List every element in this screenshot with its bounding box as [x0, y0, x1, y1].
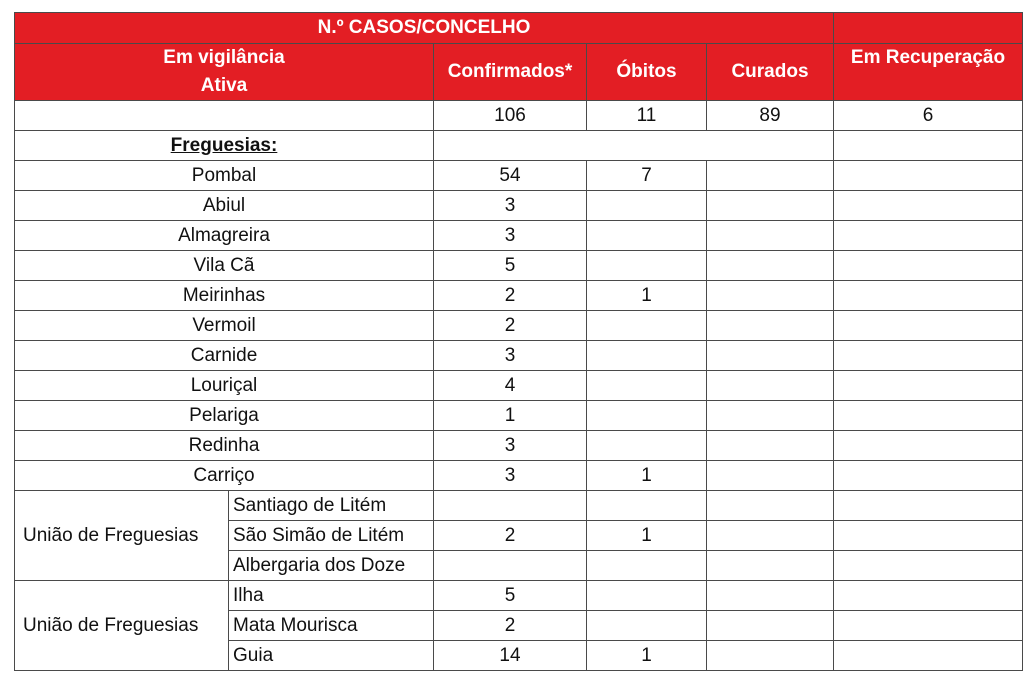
table-row [15, 461, 1023, 491]
header-vigilancia-line2: Ativa [15, 72, 434, 101]
header-empty-cell [834, 13, 1023, 44]
uniao2-obitos [587, 611, 707, 641]
freguesia-name: Vermoil [15, 311, 434, 341]
freguesia-curados [707, 461, 834, 491]
freguesia-recuperacao [834, 401, 1023, 431]
table-row [15, 281, 1023, 311]
header-obitos: Óbitos [587, 44, 707, 101]
table-row [15, 221, 1023, 251]
freguesia-name: Meirinhas [15, 281, 434, 311]
freguesia-obitos [587, 341, 707, 371]
header-curados: Curados [707, 44, 834, 101]
uniao1-part: Albergaria dos Doze [229, 551, 434, 581]
header-recuperacao-blank [834, 72, 1023, 101]
table-row [15, 161, 1023, 191]
freguesia-curados [707, 311, 834, 341]
freguesia-confirmados: 3 [434, 341, 587, 371]
uniao2-obitos [587, 581, 707, 611]
freguesia-obitos [587, 221, 707, 251]
uniao1-part: Santiago de Litém [229, 491, 434, 521]
uniao2-confirmados: 5 [434, 581, 587, 611]
freguesia-name: Louriçal [15, 371, 434, 401]
total-obitos: 11 [587, 101, 707, 131]
freguesia-rows [15, 161, 1023, 491]
table-row [15, 341, 1023, 371]
freguesias-heading-row [15, 131, 1023, 161]
header-confirmados: Confirmados* [434, 44, 587, 101]
uniao2-confirmados: 14 [434, 641, 587, 671]
table-row [15, 251, 1023, 281]
freguesia-recuperacao [834, 191, 1023, 221]
freguesia-confirmados: 3 [434, 221, 587, 251]
freguesia-confirmados: 3 [434, 461, 587, 491]
freguesia-curados [707, 191, 834, 221]
uniao2-label: União de Freguesias [15, 581, 229, 671]
freguesia-recuperacao [834, 341, 1023, 371]
uniao2-confirmados: 2 [434, 611, 587, 641]
freguesia-name: Carriço [15, 461, 434, 491]
freguesia-recuperacao [834, 311, 1023, 341]
totals-label-cell [15, 101, 434, 131]
freguesia-name: Carnide [15, 341, 434, 371]
header-columns-row [15, 44, 1023, 73]
freguesias-heading: Freguesias: [170, 135, 278, 156]
freguesia-recuperacao [834, 161, 1023, 191]
total-recuperacao: 6 [834, 101, 1023, 131]
freguesia-recuperacao [834, 281, 1023, 311]
table-row [15, 191, 1023, 221]
freguesia-confirmados: 4 [434, 371, 587, 401]
totals-row [15, 101, 1023, 131]
table-row [15, 311, 1023, 341]
freguesia-obitos [587, 191, 707, 221]
freguesia-obitos: 7 [587, 161, 707, 191]
header-vigilancia-line1: Em vigilância [15, 44, 434, 73]
freguesia-curados [707, 431, 834, 461]
uniao2-part: Mata Mourisca [229, 611, 434, 641]
freguesia-confirmados: 3 [434, 431, 587, 461]
freguesia-name: Almagreira [15, 221, 434, 251]
table-row [15, 581, 1023, 611]
freguesia-name: Abiul [15, 191, 434, 221]
freguesia-curados [707, 341, 834, 371]
freguesia-confirmados: 3 [434, 191, 587, 221]
freguesia-obitos [587, 401, 707, 431]
freguesia-name: Redinha [15, 431, 434, 461]
freguesia-name: Pombal [15, 161, 434, 191]
freguesia-confirmados: 2 [434, 281, 587, 311]
uniao1-obitos: 1 [587, 521, 707, 551]
table-row [15, 371, 1023, 401]
freguesia-curados [707, 401, 834, 431]
freguesia-confirmados: 2 [434, 311, 587, 341]
freguesia-confirmados: 5 [434, 251, 587, 281]
freguesia-obitos [587, 311, 707, 341]
table-title: N.º CASOS/CONCELHO [15, 13, 834, 44]
freguesia-recuperacao [834, 431, 1023, 461]
uniao2-part: Ilha [229, 581, 434, 611]
freguesia-obitos [587, 251, 707, 281]
uniao1-confirmados: 2 [434, 521, 587, 551]
freguesia-recuperacao [834, 221, 1023, 251]
freguesia-curados [707, 221, 834, 251]
uniao1-part: São Simão de Litém [229, 521, 434, 551]
freguesia-obitos: 1 [587, 281, 707, 311]
uniao2-obitos: 1 [587, 641, 707, 671]
total-confirmados: 106 [434, 101, 587, 131]
freguesia-obitos: 1 [587, 461, 707, 491]
header-recuperacao: Em Recuperação [834, 44, 1023, 73]
freguesia-recuperacao [834, 251, 1023, 281]
header-title-row [15, 13, 1023, 44]
total-curados: 89 [707, 101, 834, 131]
freguesia-curados [707, 281, 834, 311]
table-row [15, 431, 1023, 461]
table-row [15, 401, 1023, 431]
freguesia-obitos [587, 431, 707, 461]
table-row [15, 491, 1023, 521]
freguesia-obitos [587, 371, 707, 401]
freguesia-curados [707, 251, 834, 281]
cases-table [14, 12, 1023, 671]
freguesia-curados [707, 161, 834, 191]
freguesia-curados [707, 371, 834, 401]
freguesia-name: Vila Cã [15, 251, 434, 281]
freguesia-recuperacao [834, 371, 1023, 401]
freguesia-confirmados: 54 [434, 161, 587, 191]
freguesia-recuperacao [834, 461, 1023, 491]
freguesia-confirmados: 1 [434, 401, 587, 431]
uniao2-part: Guia [229, 641, 434, 671]
uniao1-label: União de Freguesias [15, 491, 229, 581]
freguesia-name: Pelariga [15, 401, 434, 431]
